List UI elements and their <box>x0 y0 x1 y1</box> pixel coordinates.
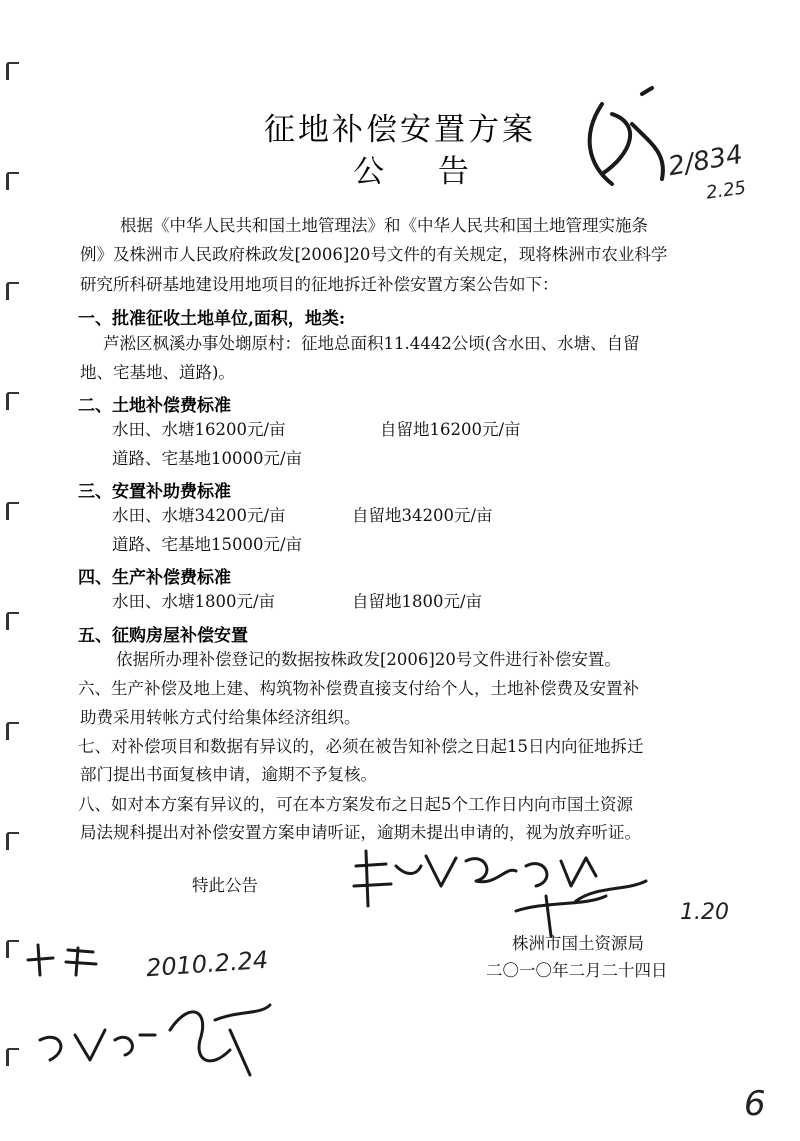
signature-bottom-left <box>30 990 290 1080</box>
section-1-heading: 一、批准征收土地单位,面积，地类: <box>78 309 346 329</box>
section-3-paddy: 水田、水塘34200元/亩 <box>112 506 286 525</box>
handwritten-date-top: 2.25 <box>704 177 748 204</box>
section-3-road: 道路、宅基地15000元/亩 <box>112 535 303 554</box>
section-1-line-2: 地、宅基地、道路)。 <box>80 363 235 382</box>
section-2-private-plot: 自留地16200元/亩 <box>380 420 521 439</box>
section-2-paddy: 水田、水塘16200元/亩 <box>112 420 286 439</box>
closing-text: 特此公告 <box>192 876 258 895</box>
section-5-heading: 五、征购房屋补偿安置 <box>78 626 248 646</box>
handwritten-number: 2/834 <box>665 139 745 183</box>
section-2-road: 道路、宅基地10000元/亩 <box>112 449 303 468</box>
issue-date: 二〇一〇年二月二十四日 <box>486 961 668 980</box>
page-number: 6 <box>744 1084 766 1124</box>
section-8-line-1: 八、如对本方案有异议的，可在本方案发布之日起5个工作日内向市国土资源 <box>78 795 633 814</box>
handwritten-mark-bottom-left <box>18 940 158 980</box>
section-4-heading: 四、生产补偿费标准 <box>78 568 231 588</box>
signature-middle <box>346 846 676 946</box>
section-4-private-plot: 自留地1800元/亩 <box>352 592 483 611</box>
handwritten-date-mid: 1.20 <box>680 900 729 925</box>
page-subtitle: 公 告 <box>353 154 491 190</box>
section-1-line-1: 芦淞区枫溪办事处㙟原村：征地总面积11.4442公顷(含水田、水塘、自留 <box>103 334 640 353</box>
section-4-paddy: 水田、水塘1800元/亩 <box>112 592 276 611</box>
section-3-private-plot: 自留地34200元/亩 <box>352 506 493 525</box>
section-6-line-1: 六、生产补偿及地上建、构筑物补偿费直接支付给个人，土地补偿费及安置补 <box>78 679 639 698</box>
intro-line-2: 例》及株洲市人民政府株政发[2006]20号文件的有关规定，现将株洲市农业科学 <box>80 245 668 264</box>
signature-top-right <box>572 84 682 194</box>
handwritten-date-bottom: 2010.2.24 <box>145 945 269 983</box>
section-5-line: 依据所办理补偿登记的数据按株政发[2006]20号文件进行补偿安置。 <box>116 650 621 669</box>
intro-line-3: 研究所科研基地建设用地项目的征地拆迁补偿安置方案公告如下： <box>80 275 559 294</box>
section-3-heading: 三、安置补助费标准 <box>78 482 231 502</box>
section-6-line-2: 助费采用转帐方式付给集体经济组织。 <box>80 708 361 727</box>
section-7-line-2: 部门提出书面复核申请，逾期不予复核。 <box>80 765 377 784</box>
section-8-line-2: 局法规科提出对补偿安置方案申请听证，逾期未提出申请的，视为放弃听证。 <box>80 823 641 842</box>
page-title: 征地补偿安置方案 <box>264 112 536 148</box>
issuer-name: 株洲市国土资源局 <box>512 934 644 953</box>
section-7-line-1: 七、对补偿项目和数据有异议的，必须在被告知补偿之日起15日内向征地拆迁 <box>78 737 644 756</box>
section-2-heading: 二、土地补偿费标准 <box>78 396 231 416</box>
intro-line-1: 根据《中华人民共和国土地管理法》和《中华人民共和国土地管理实施条 <box>120 216 648 235</box>
